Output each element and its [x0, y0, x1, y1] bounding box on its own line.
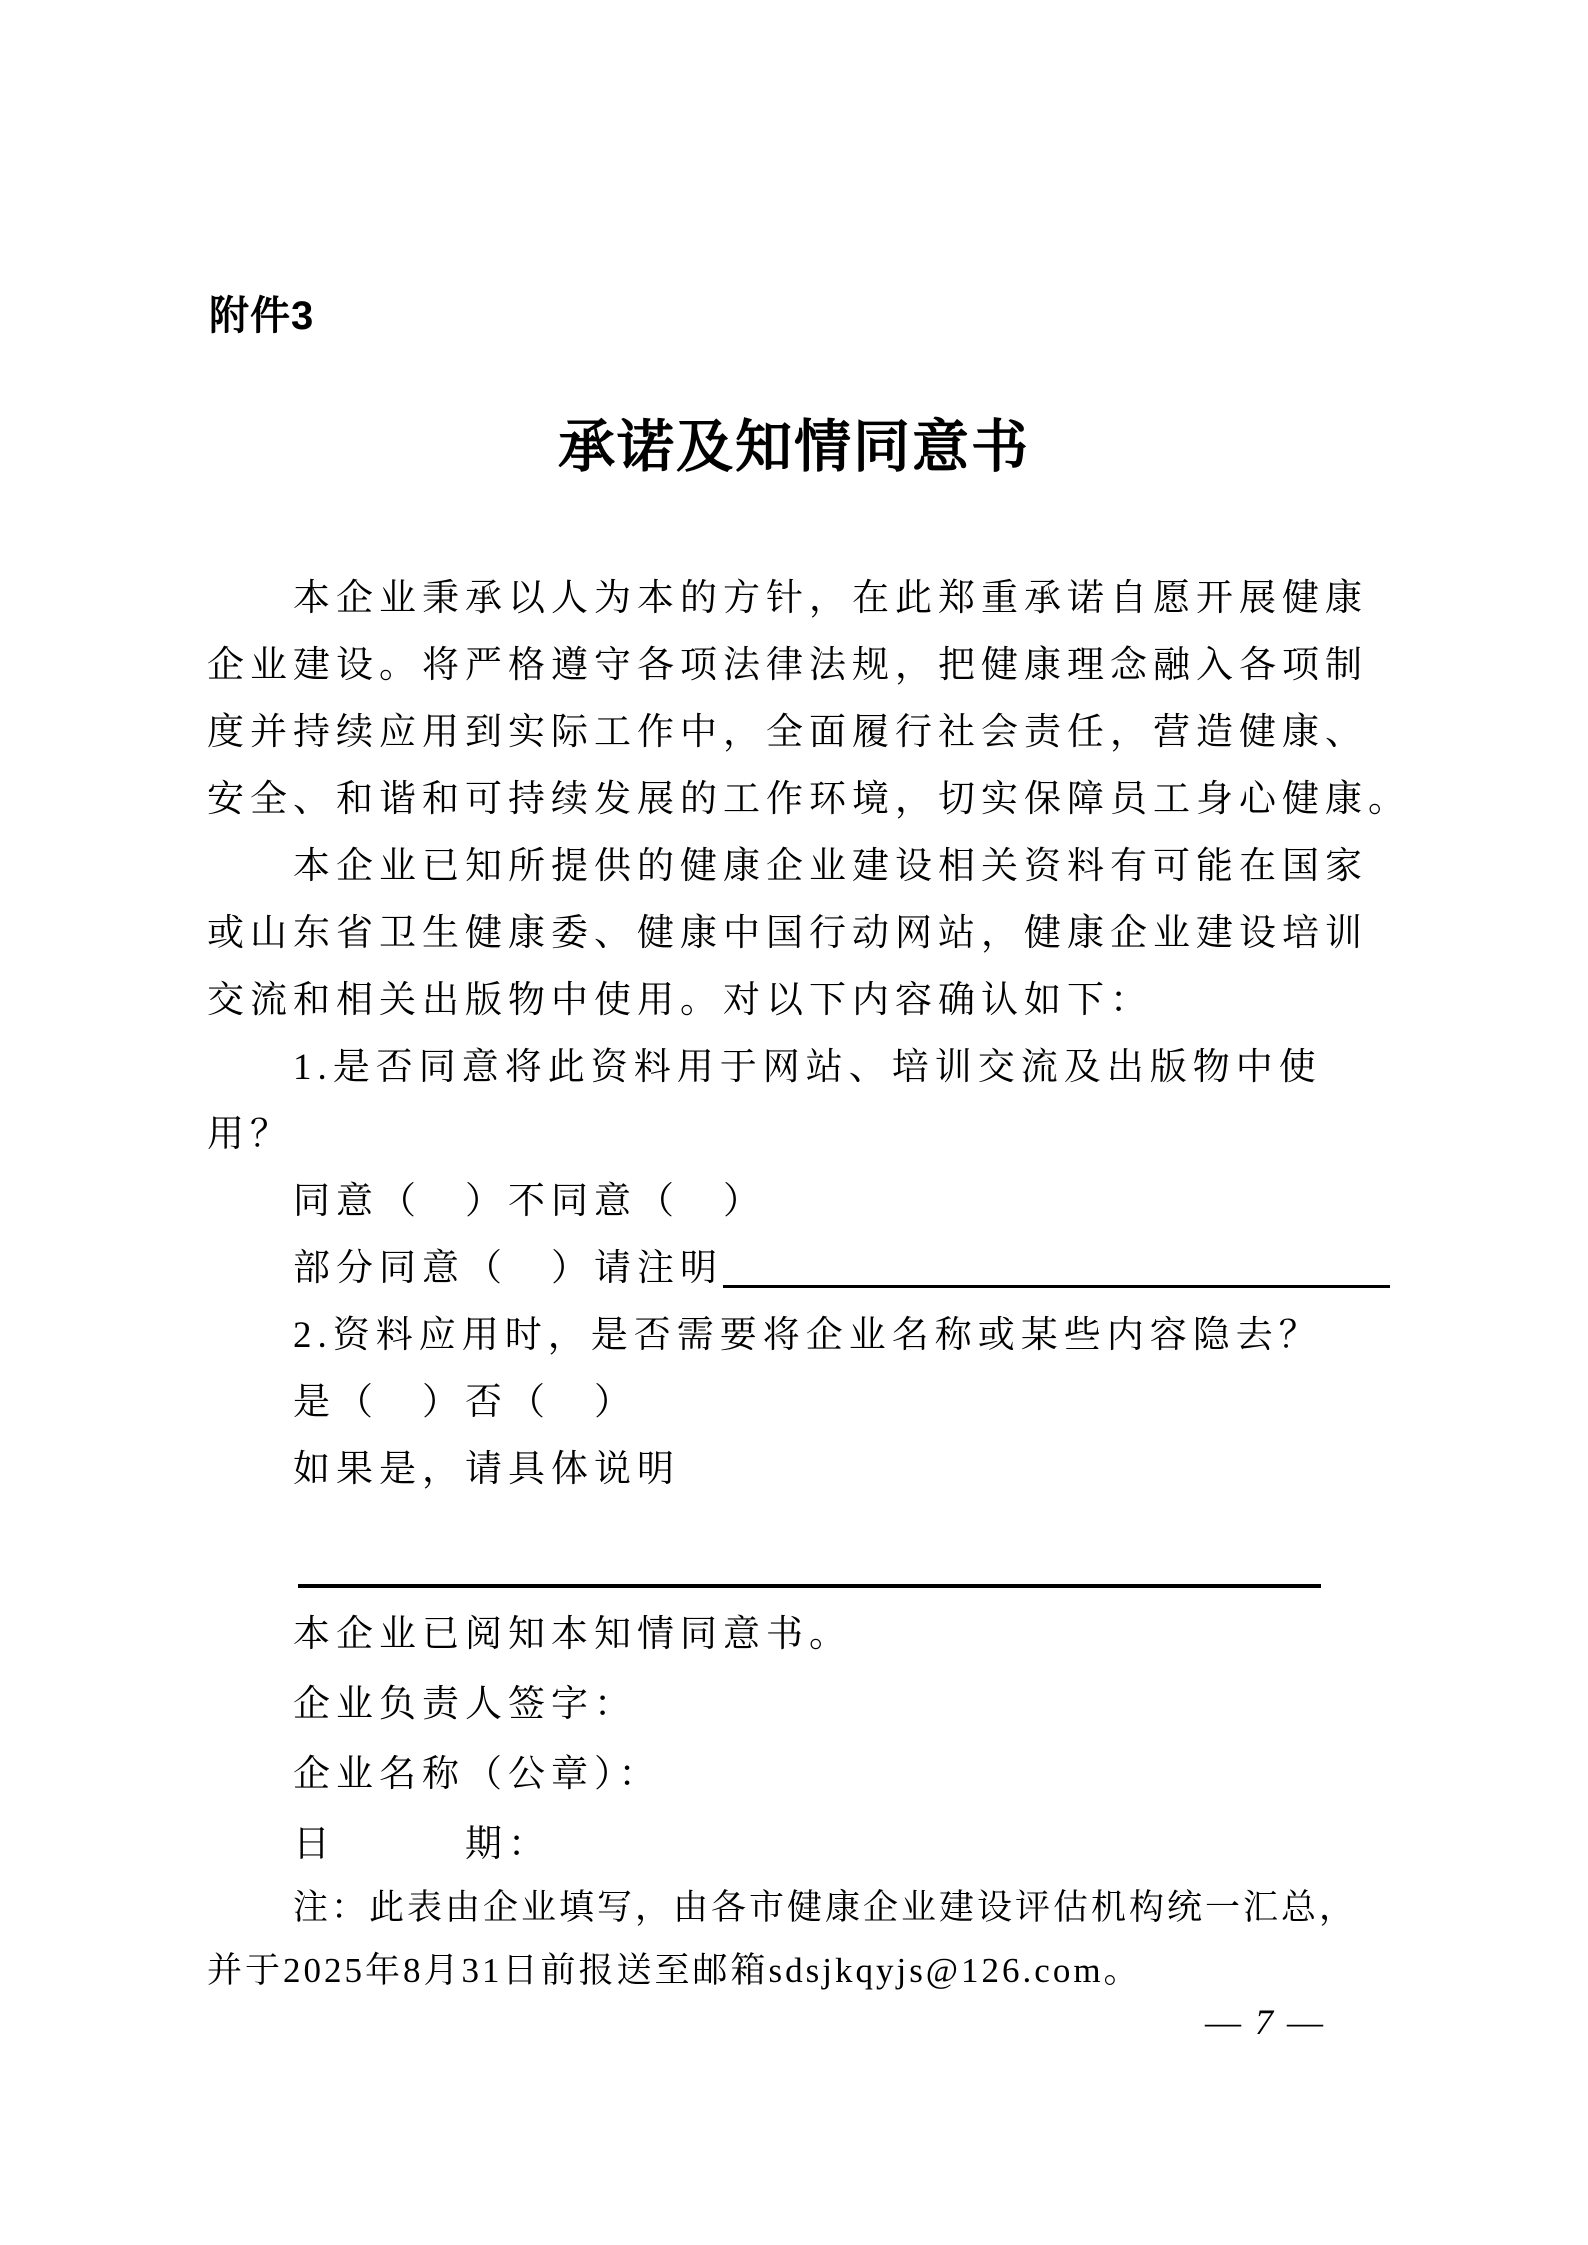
body-line: 度并持续应用到实际工作中，全面履行社会责任，营造健康、 [207, 712, 1368, 753]
question-1-line: 1.是否同意将此资料用于网站、培训交流及出版物中使 [293, 1047, 1322, 1088]
company-seal-label: 企业名称（公章）： [293, 1754, 662, 1795]
question-1-wrap-line: 用？ [207, 1114, 293, 1155]
date-label: 日 期： [293, 1824, 551, 1865]
closing-block [207, 1600, 1390, 1880]
body-line: 安全、和谐和可持续发展的工作环境，切实保障员工身心健康。 [207, 779, 1411, 820]
body-line: 交流和相关出版物中使用。对以下内容确认如下： [207, 980, 1153, 1021]
page-number [1205, 2002, 1323, 2042]
body-line: 或山东省卫生健康委、健康中国行动网站，健康企业建设培训 [207, 913, 1368, 954]
yes-no-option-line: 是（ ）否（ ） [293, 1382, 637, 1423]
note-line-1: 注：此表由企业填写，由各市健康企业建设评估机构统一汇总， [293, 1888, 1358, 1927]
note-block [207, 1876, 1390, 2002]
page-number-left-dash: — [1205, 2002, 1241, 2042]
read-statement: 本企业已阅知本知情同意书。 [293, 1614, 852, 1655]
separator-line [298, 1584, 1321, 1588]
fill-in-underline [723, 1235, 1390, 1288]
page-number-value: 7 [1255, 2002, 1273, 2042]
question-2-line: 2.资料应用时，是否需要将企业名称或某些内容隐去？ [293, 1315, 1322, 1356]
body-line: 本企业秉承以人为本的方针，在此郑重承诺自愿开展健康 [293, 578, 1368, 619]
explain-label-line: 如果是，请具体说明 [293, 1449, 680, 1490]
signer-signature-label: 企业负责人签字： [293, 1684, 637, 1725]
page-number-right-dash: — [1287, 2002, 1323, 2042]
partial-agree-label: 部分同意（ ）请注明 [293, 1248, 723, 1289]
document-title: 承诺及知情同意书 [558, 416, 1030, 479]
body-line: 本企业已知所提供的健康企业建设相关资料有可能在国家 [293, 846, 1368, 887]
body-text [207, 565, 1411, 1503]
body-line: 企业建设。将严格遵守各项法律法规，把健康理念融入各项制 [207, 645, 1368, 686]
partial-agree-line [207, 1235, 1390, 1302]
agree-option-line: 同意（ ）不同意（ ） [293, 1181, 766, 1222]
attachment-label: 附件3 [209, 294, 315, 338]
note-line-2: 并于2025年8月31日前报送至邮箱sdsjkqyjs@126.com。 [207, 1951, 1142, 1990]
